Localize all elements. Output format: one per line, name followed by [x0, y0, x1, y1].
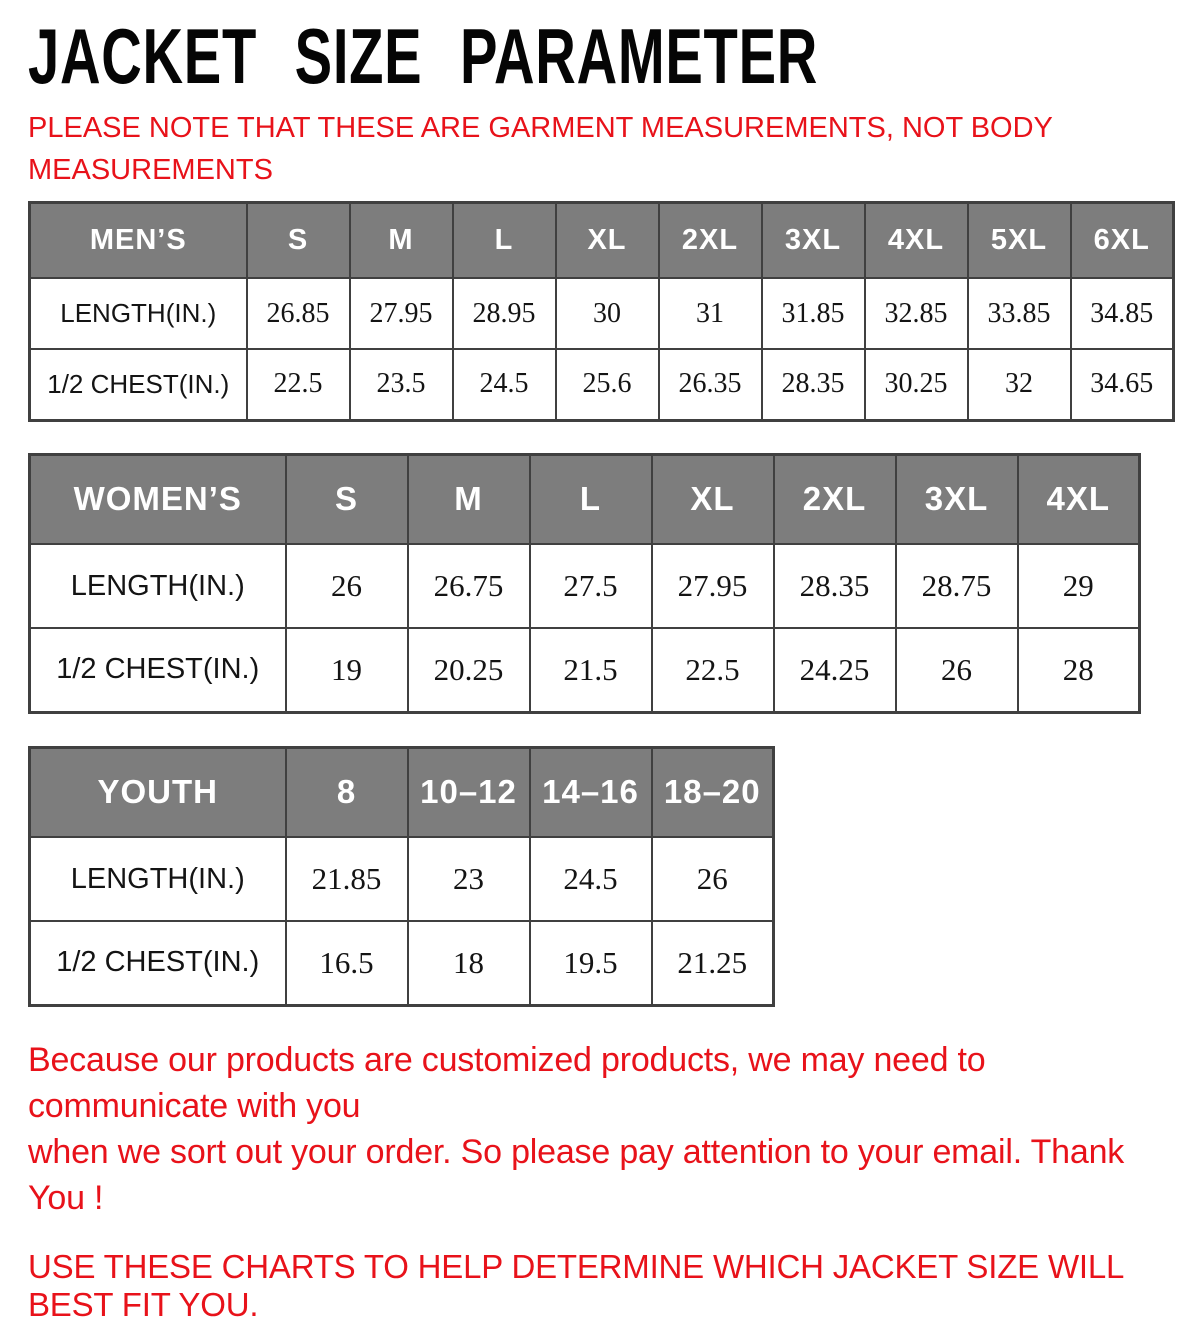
size-column-header: S: [247, 202, 350, 278]
size-value-cell: 28: [1018, 628, 1140, 712]
size-value-cell: 23.5: [350, 349, 453, 420]
size-column-header: 6XL: [1071, 202, 1174, 278]
size-column-header: L: [453, 202, 556, 278]
size-column-header: M: [350, 202, 453, 278]
size-value-cell: 18: [408, 921, 530, 1005]
size-value-cell: 28.35: [762, 349, 865, 420]
size-column-header: 8: [286, 747, 408, 837]
table-row: [30, 544, 1140, 628]
size-value-cell: 24.5: [530, 837, 652, 921]
chart-usage-instruction: USE THESE CHARTS TO HELP DETERMINE WHICH JACKET SIZE WILL BEST FIT YOU.: [28, 1247, 1123, 1323]
size-value-cell: 24.25: [774, 628, 896, 712]
size-value-cell: 21.85: [286, 837, 408, 921]
size-column-header: 3XL: [896, 454, 1018, 544]
table-row: [30, 628, 1140, 712]
size-value-cell: 32: [968, 349, 1071, 420]
size-column-header: XL: [652, 454, 774, 544]
size-value-cell: 28.35: [774, 544, 896, 628]
size-column-header: 4XL: [865, 202, 968, 278]
size-value-cell: 30.25: [865, 349, 968, 420]
measurement-note-line-2: MEASUREMENTS: [28, 153, 273, 186]
size-value-cell: 26: [896, 628, 1018, 712]
size-column-header: 2XL: [659, 202, 762, 278]
size-column-header: 14–16: [530, 747, 652, 837]
customization-note-line-2: when we sort out your order. So please pay attention to your email. Thank You !: [28, 1133, 1125, 1218]
size-value-cell: 22.5: [652, 628, 774, 712]
row-label-cell: LENGTH(IN.): [30, 837, 286, 921]
size-value-cell: 28.75: [896, 544, 1018, 628]
size-value-cell: 26.75: [408, 544, 530, 628]
size-column-header: 4XL: [1018, 454, 1140, 544]
size-value-cell: 27.5: [530, 544, 652, 628]
size-value-cell: 27.95: [350, 278, 453, 349]
size-column-header: 2XL: [774, 454, 896, 544]
size-value-cell: 19: [286, 628, 408, 712]
size-value-cell: 28.95: [453, 278, 556, 349]
size-value-cell: 33.85: [968, 278, 1071, 349]
size-value-cell: 23: [408, 837, 530, 921]
size-value-cell: 24.5: [453, 349, 556, 420]
size-value-cell: 21.5: [530, 628, 652, 712]
size-value-cell: 22.5: [247, 349, 350, 420]
size-column-header: 10–12: [408, 747, 530, 837]
page-title: JACKET SIZE PARAMETER: [28, 12, 819, 100]
size-chart-page: [0, 12, 1200, 1323]
size-column-header: 5XL: [968, 202, 1071, 278]
row-label-cell: 1/2 CHEST(IN.): [30, 349, 247, 420]
customization-note-line-1: Because our products are customized products, we may need to communicate with you: [28, 1040, 986, 1125]
size-column-header: 18–20: [652, 747, 774, 837]
mens-table-title-cell: MEN’S: [30, 202, 247, 278]
youth-table-title-cell: YOUTH: [30, 747, 286, 837]
size-value-cell: 25.6: [556, 349, 659, 420]
size-value-cell: 26.85: [247, 278, 350, 349]
size-value-cell: 26: [286, 544, 408, 628]
size-value-cell: 29: [1018, 544, 1140, 628]
size-value-cell: 31: [659, 278, 762, 349]
row-label-cell: 1/2 CHEST(IN.): [30, 921, 286, 1005]
size-value-cell: 32.85: [865, 278, 968, 349]
size-value-cell: 21.25: [652, 921, 774, 1005]
size-value-cell: 26: [652, 837, 774, 921]
size-value-cell: 27.95: [652, 544, 774, 628]
size-value-cell: 31.85: [762, 278, 865, 349]
table-row: [30, 278, 1174, 349]
row-label-cell: LENGTH(IN.): [30, 544, 286, 628]
size-value-cell: 19.5: [530, 921, 652, 1005]
size-value-cell: 26.35: [659, 349, 762, 420]
size-column-header: M: [408, 454, 530, 544]
mens-size-table: [28, 201, 1175, 422]
measurement-note: [28, 107, 1180, 191]
table-row: [30, 349, 1174, 420]
size-column-header: XL: [556, 202, 659, 278]
table-row: [30, 921, 774, 1005]
size-column-header: 3XL: [762, 202, 865, 278]
size-value-cell: 34.85: [1071, 278, 1174, 349]
size-value-cell: 20.25: [408, 628, 530, 712]
customization-note: [28, 1037, 1180, 1222]
size-column-header: L: [530, 454, 652, 544]
youth-size-table: [28, 746, 775, 1007]
row-label-cell: LENGTH(IN.): [30, 278, 247, 349]
size-column-header: S: [286, 454, 408, 544]
womens-size-table: [28, 453, 1141, 714]
size-value-cell: 34.65: [1071, 349, 1174, 420]
size-value-cell: 16.5: [286, 921, 408, 1005]
measurement-note-line-1: PLEASE NOTE THAT THESE ARE GARMENT MEASUREMENTS, NOT BODY: [28, 111, 1053, 144]
row-label-cell: 1/2 CHEST(IN.): [30, 628, 286, 712]
womens-table-title-cell: WOMEN’S: [30, 454, 286, 544]
size-value-cell: 30: [556, 278, 659, 349]
table-row: [30, 837, 774, 921]
